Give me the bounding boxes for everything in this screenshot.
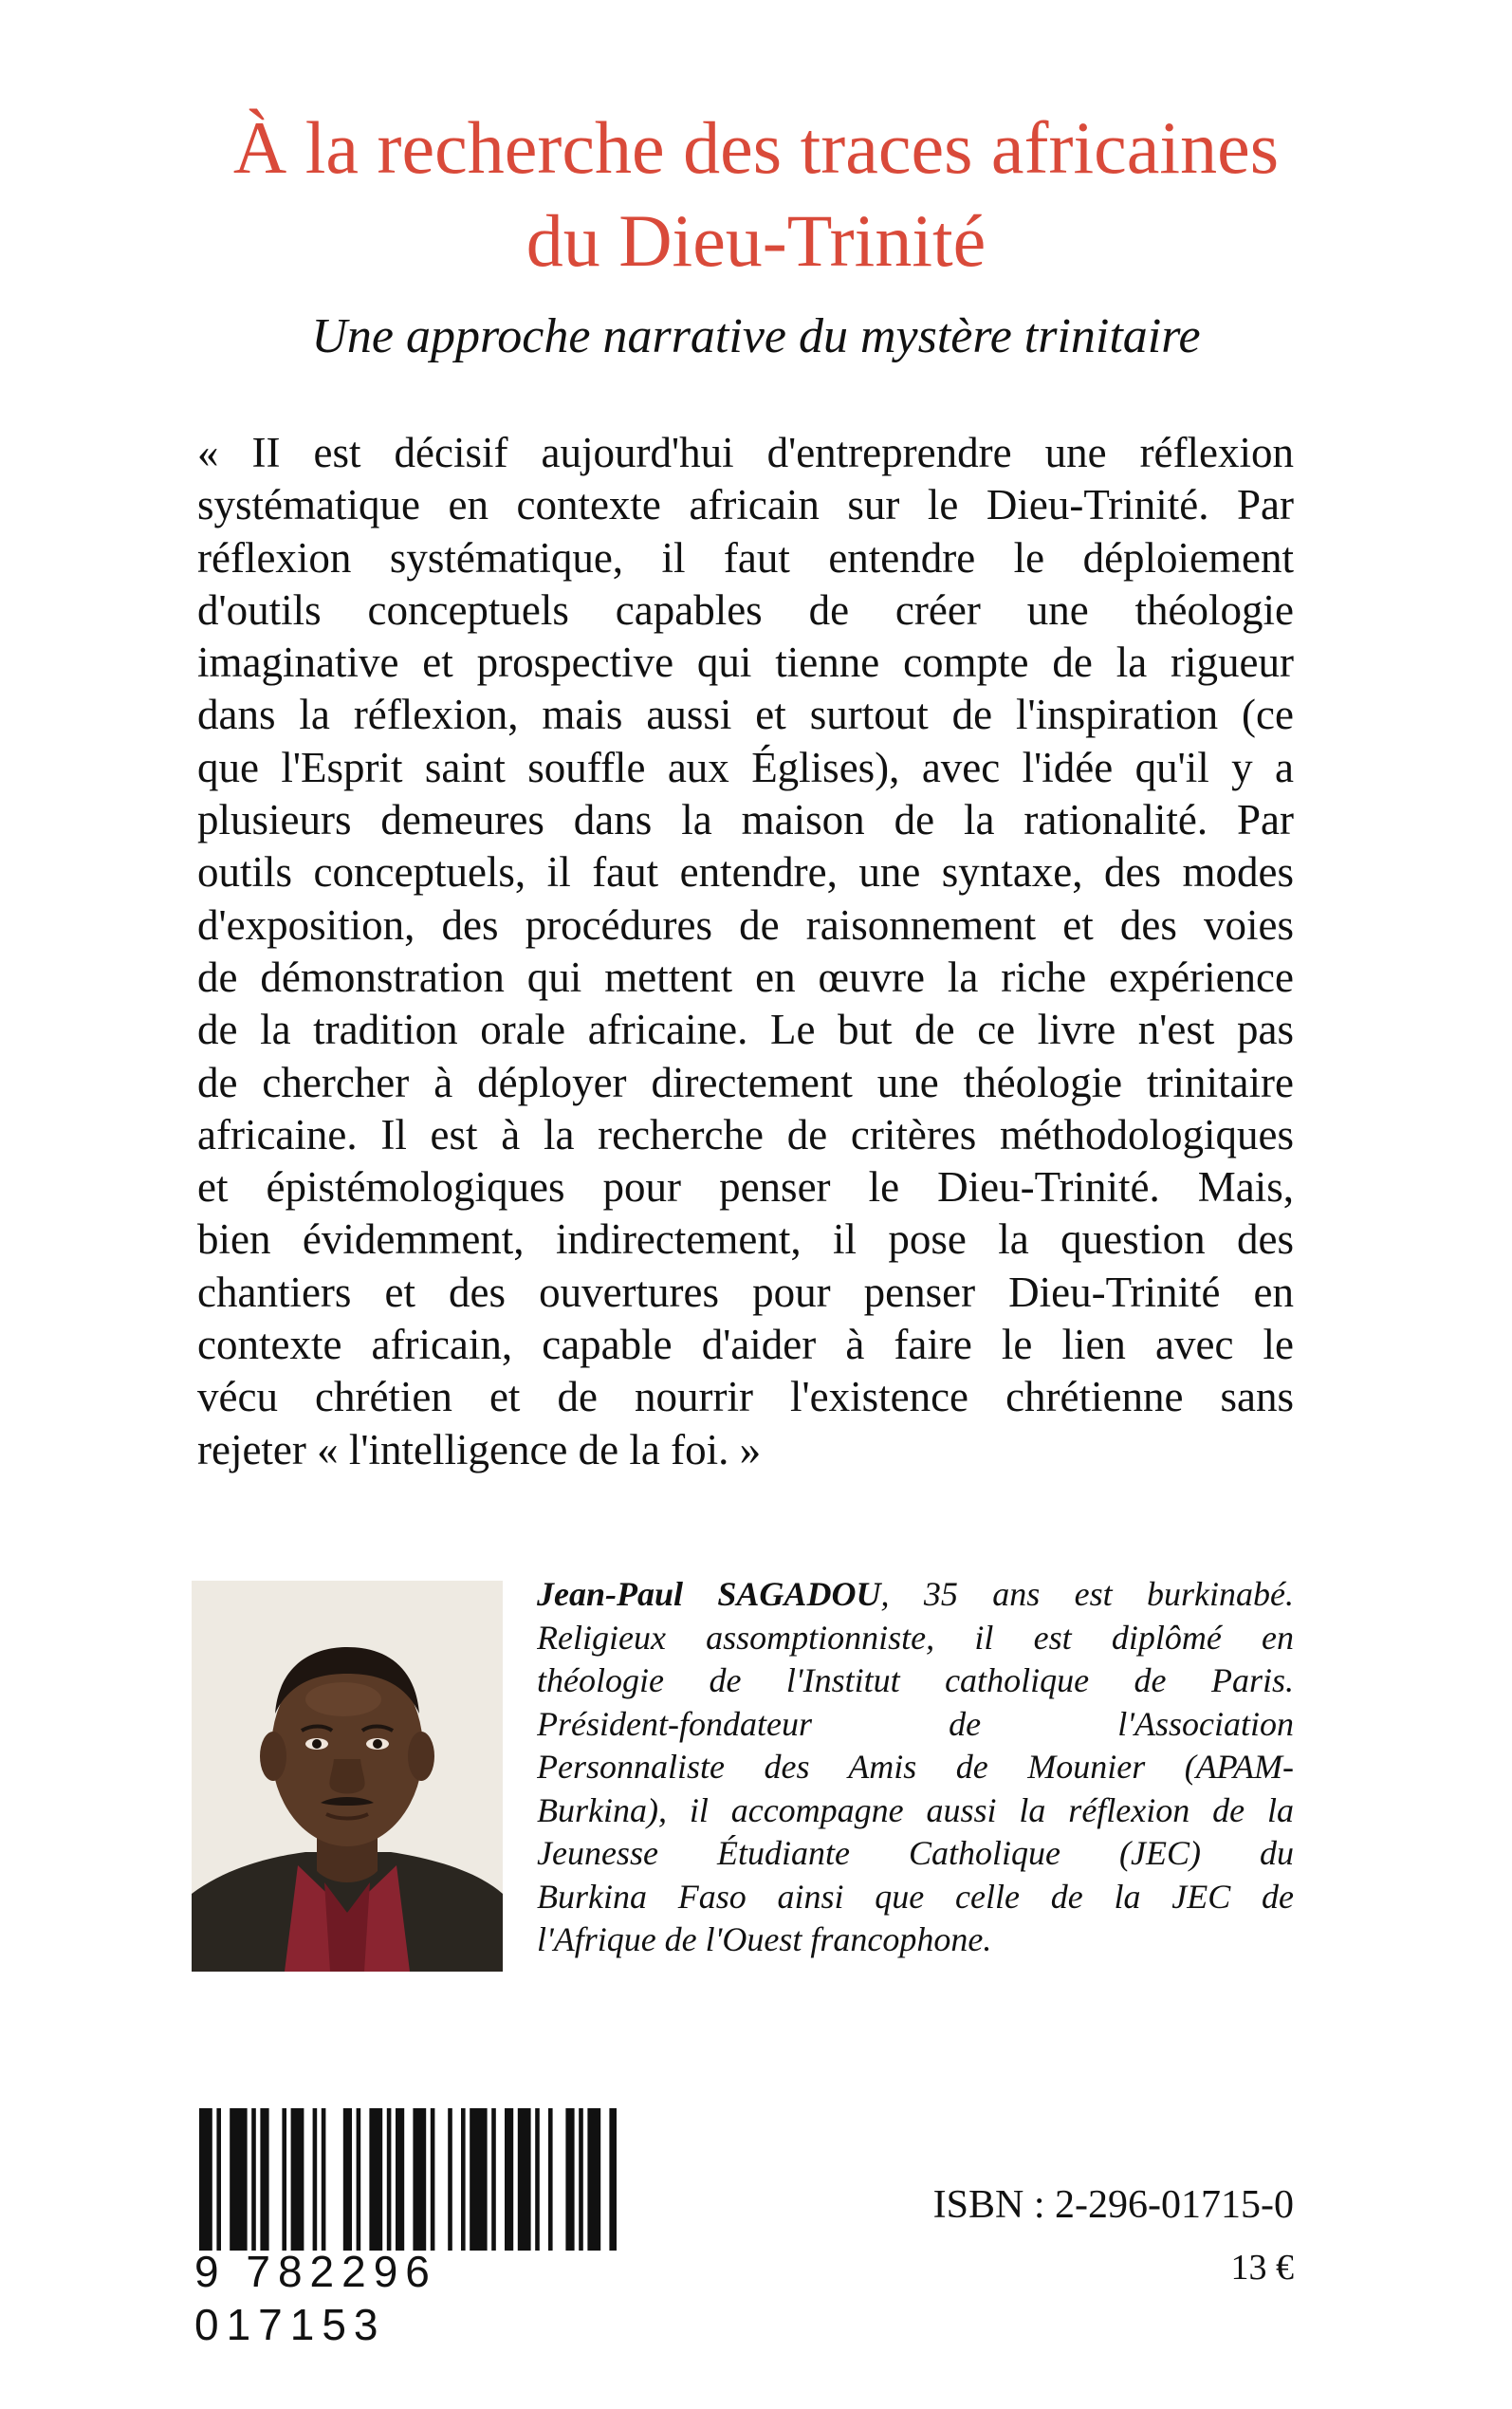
bio-line: Burkina Faso ainsi que celle de la JEC de [537,1877,1294,1916]
barcode-bar [282,2108,286,2251]
blurb-line: outils conceptuels, il faut entendre, une syntaxe, des modes [197,848,1294,897]
barcode-bar [548,2108,553,2251]
barcode-bar [230,2108,247,2251]
blurb-line: bien évidemment, indirectement, il pose la question des [197,1215,1294,1264]
blurb-line: d'exposition, des procédures de raisonnement et des voies [197,900,1294,949]
barcode-bar [470,2108,487,2251]
author-portrait-illustration [192,1581,503,1972]
isbn-barcode [199,2108,617,2260]
barcode-bar [609,2108,617,2251]
barcode-bar [431,2108,435,2251]
blurb-line: d'outils conceptuels capables de créer une théologie [197,585,1294,634]
barcode-bar [291,2108,304,2251]
blurb-line: réflexion systématique, il faut entendre le déploiement [197,533,1294,582]
barcode-bar [518,2108,531,2251]
blurb-line: imaginative et prospective qui tienne compte de la rigueur [197,639,1294,687]
book-title-line-2: du Dieu-Trinité [526,199,986,282]
author-bio [537,1573,1294,1962]
bio-line [537,1573,1294,1617]
price: 13 € [1230,2248,1294,2288]
isbn-number: ISBN : 2-296-01715-0 [932,2183,1294,2227]
author-name: Jean-Paul SAGADOU [537,1575,881,1613]
barcode-bar [491,2108,496,2251]
barcode-bar [396,2108,404,2251]
barcode-bar [260,2108,268,2251]
barcode-bar [251,2108,256,2251]
barcode-bar [343,2108,352,2251]
barcode-bar [357,2108,361,2251]
blurb-line: de démonstration qui mettent en œuvre la riche expérience [197,953,1294,1001]
blurb-line: que l'Esprit saint souffle aux Églises), avec l'idée qu'il y a [197,743,1294,791]
book-title-line-1: À la recherche des traces africaines [232,106,1280,189]
barcode-bar [579,2108,583,2251]
barcode-bar [216,2108,221,2251]
barcode-bar [369,2108,382,2251]
blurb-line: vécu chrétien et de nourrir l'existence chrétienne sans [197,1373,1294,1421]
blurb-line: africaine. Il est à la recherche de critères méthodologiques [197,1110,1294,1158]
blurb-line: « II est décisif aujourd'hui d'entreprendre une réflexion [197,429,1294,476]
book-subtitle: Une approche narrative du mystère trinitaire [311,309,1201,363]
bio-line: Personnaliste des Amis de Mounier (APAM- [537,1748,1294,1786]
barcode-bar [505,2108,513,2251]
bio-line: l'Afrique de l'Ouest francophone. [537,1920,992,1958]
blurb-line: dans la réflexion, mais aussi et surtout de l'inspiration (ce [197,691,1294,739]
blurb-line: de chercher à déployer directement une théologie trinitaire [197,1058,1294,1106]
bio-line: théologie de l'Institut catholique de Paris. [537,1661,1294,1699]
author-photo [192,1581,503,1972]
bio-line: Jeunesse Étudiante Catholique (JEC) du [537,1834,1294,1872]
barcode-bar [461,2108,466,2251]
bio-line: Burkina), il accompagne aussi la réflexion de la [537,1790,1294,1829]
blurb-line: plusieurs demeures dans la maison de la rationalité. Par [197,796,1294,844]
blurb-line: chantiers et des ouvertures pour penser Dieu-Trinité en [197,1268,1294,1316]
barcode-bar [387,2108,392,2251]
barcode-bar [587,2108,600,2251]
barcode-bar [448,2108,452,2251]
barcode-bar [535,2108,540,2251]
bio-line: Religieux assomptionniste, il est diplômé en [537,1618,1294,1657]
barcode-bar [413,2108,426,2251]
barcode-bar [199,2108,212,2251]
barcode-digits: 9 782296 017153 [194,2247,437,2349]
barcode-bar [313,2108,318,2251]
blurb-line: rejeter « l'intelligence de la foi. » [197,1425,762,1473]
bio-line: Président-fondateur de l'Association [537,1704,1294,1743]
barcode-bar [322,2108,326,2251]
bio-first-line-rest: , 35 ans est burkinabé. [880,1575,1294,1613]
back-cover-blurb [197,427,1294,1476]
barcode-bars [199,2108,617,2251]
blurb-line: et épistémologiques pour penser le Dieu-Trinité. Mais, [197,1163,1294,1212]
blurb-line: systématique en contexte africain sur le Dieu-Trinité. Par [197,481,1294,529]
blurb-line: de la tradition orale africaine. Le but de ce livre n'est pas [197,1006,1294,1054]
blurb-line: contexte africain, capable d'aider à faire le lien avec le [197,1321,1294,1369]
barcode-bar [565,2108,574,2251]
